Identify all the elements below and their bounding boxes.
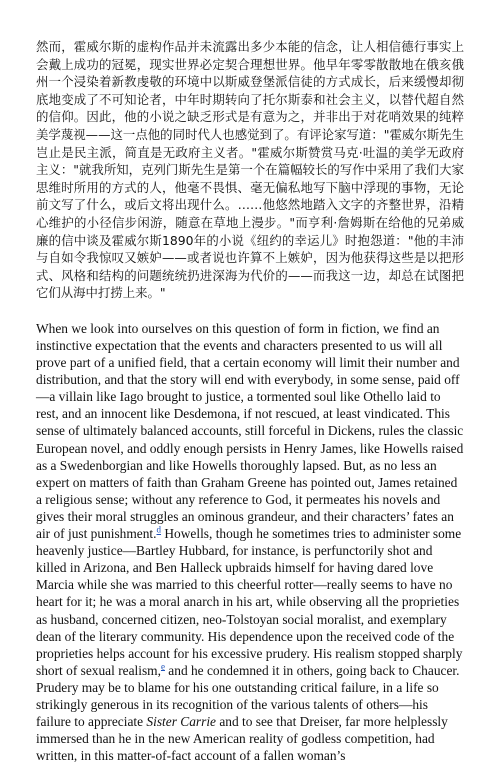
- book-page: [36, 38, 464, 764]
- english-paragraph: [36, 320, 464, 764]
- english-text-part-2: Howells, though he sometimes tries to administer some heavenly justice—Bartley Hubbard, for instance, is perfunctorily shot and killed in Arizona, and Ben Halleck upbraids himself for having dared love Marcia while she was married to this cheerful rotter—really seems to have no heart for it; he was a moral anarch in his art, while observing all the proprieties as husband, concerned citizen, neo-Tolstoyan social moralist, and exemplary dean of the literary community. His dependence upon the received code of the proprieties helps account for his excessive prudery. His realism stopped sharply short of sexual realism,: [36, 526, 463, 678]
- english-text-part-3: and he condemned it in others, going back to Chaucer. Prudery may be to blame for his one outstanding critical failure, in a life so strikingly generous in its recognition of the various talents of others—his failure to appreciate: [36, 662, 460, 730]
- footnote-link-e[interactable]: e: [160, 661, 165, 672]
- chinese-paragraph: 然而，霍威尔斯的虚构作品并未流露出多少本能的信念，让人相信德行事实上会戴上成功的冠冕，现实世界必定契合理想世界。他早年零零散散地在俄亥俄州一个浸染着新教虔敬的环境中以斯威登堡派信徒的方式成长，后来缓慢却彻底地变成了不可知论者，中年时期转向了托尔斯泰和社会主义，以替代超自然的信仰。因此，他的小说之缺乏形式是有意为之，并非出于对花哨效果的纯粹美学蔑视——这一点他的同时代人也感觉到了。有评论家写道："霍威尔斯先生岂止是民主派，简直是无政府主义者。"霍威尔斯赞赏马克·吐温的美学无政府主义："就我所知，克列门斯先生是第一个在篇幅较长的写作中采用了我们大家思维时所用的方式的人，他毫不畏惧、毫无偏私地写下脑中浮现的事物，无论前文写了什么，或后文将出现什么。……他悠然地踏入文字的齐整世界，沿精心维护的小径信步闲游，随意在草地上漫步。"而亨利·詹姆斯在给他的兄弟威廉的信中谈及霍威尔斯1890年的小说《纽约的幸运儿》时抱怨道："他的丰沛与自如令我惊叹又嫉妒——或者说也许算不上嫉妒，因为他获得这些是以把形式、风格和结构的问题统统扔进深海为代价的——而我这一边，却总在试图把它们从海中打捞上来。": [36, 39, 464, 301]
- english-text-part-4: and to see that Dreiser, far more helplessly immersed than he in the new American reality of godless competition, had written, in this matter-of-fact account of a fallen woman’s: [36, 714, 448, 764]
- english-text-part-1: When we look into ourselves on this question of form in fiction, we find an instinctive expectation that the events and characters presented to us will all prove part of a unified field, that a certain economy will limit their number and distribution, and that the story will end with everybody, in some sense, paid off—a villain like Iago brought to justice, a tormented soul like Othello laid to rest, and an innocent like Desdemona, if not rescued, at least vindicated. This sense of ultimately balanced accounts, still forceful in Dickens, rules the classic European novel, and oddly enough persists in Henry James, like Howells raised as a Swedenborgian and like Howells thoroughly lapsed. But, as no less an expert on matters of faith than Graham Greene has pointed out, James retained a religious sense; without any reference to God, it permeates his novels and gives their moral struggles an ominous grandeur, and their characters’ fates an air of just punishment.: [36, 320, 464, 542]
- footnote-link-d[interactable]: d: [156, 524, 162, 535]
- book-title-sister-carrie: Sister Carrie: [146, 714, 216, 730]
